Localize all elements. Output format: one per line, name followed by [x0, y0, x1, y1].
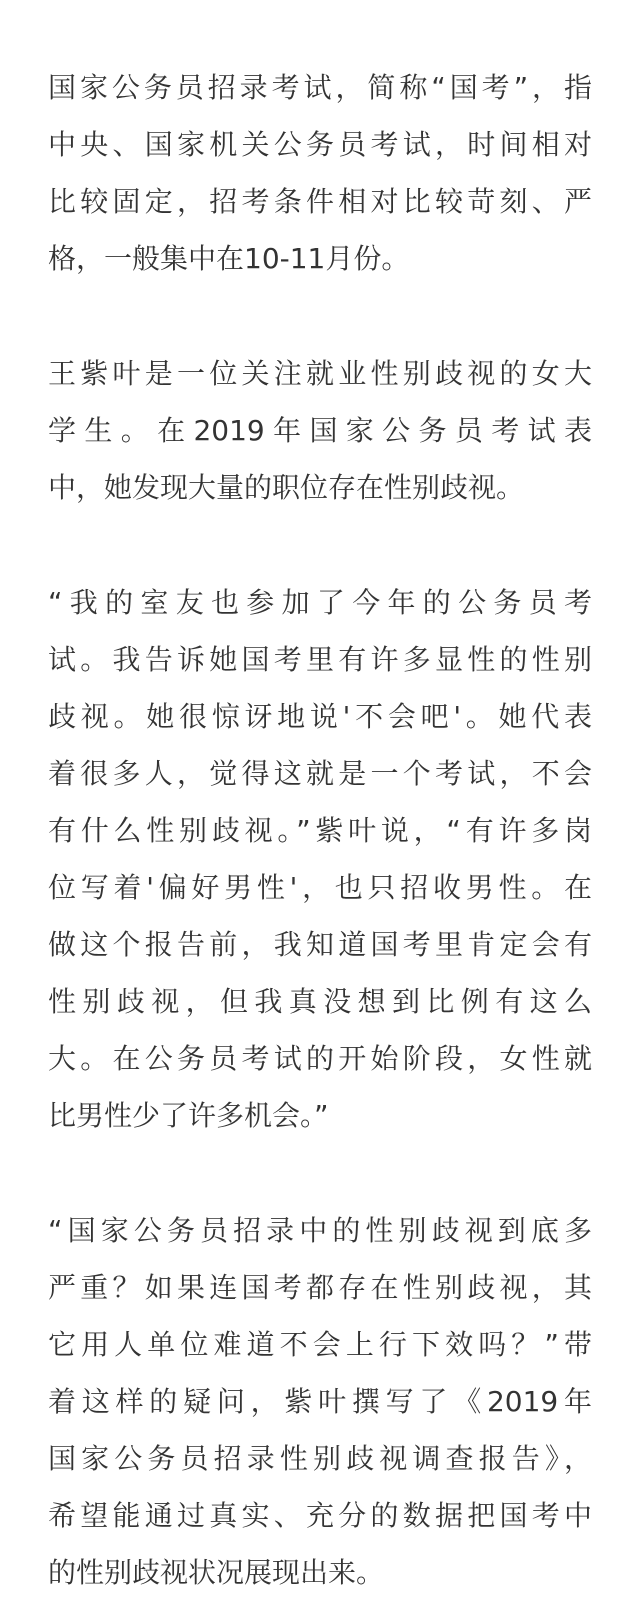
paragraph-spacer [48, 516, 592, 574]
text-line: 着很多人，觉得这就是一个考试，不会 [48, 757, 592, 790]
text-line: 中，她发现大量的职位存在性别歧视。 [48, 471, 525, 504]
paragraph [48, 1202, 592, 1601]
text-line: 歧视。她很惊讶地说'不会吧'。她代表 [48, 700, 592, 733]
paragraph [48, 345, 592, 516]
paragraph-spacer [48, 1144, 592, 1202]
text-line: 中央、国家机关公务员考试，时间相对 [48, 128, 592, 161]
text-line: 着这样的疑问，紫叶撰写了《2019年 [48, 1385, 592, 1418]
text-line: 比较固定，招考条件相对比较苛刻、严 [48, 185, 592, 218]
paragraph-spacer [48, 287, 592, 345]
text-line: 国家公务员招录性别歧视调查报告》， [48, 1442, 592, 1475]
text-line: 性别歧视，但我真没想到比例有这么 [48, 985, 592, 1018]
text-line: “我的室友也参加了今年的公务员考 [48, 586, 592, 619]
text-line: 有什么性别歧视。”紫叶说，“有许多岗 [48, 814, 592, 847]
text-line: 试。我告诉她国考里有许多显性的性别 [48, 643, 592, 676]
text-line: 格，一般集中在10-11月份。 [48, 242, 410, 275]
text-line: 它用人单位难道不会上行下效吗？”带 [48, 1328, 592, 1361]
text-line: 比男性少了许多机会。” [48, 1099, 329, 1132]
text-line: 国家公务员招录考试，简称“国考”，指 [48, 71, 592, 104]
text-line: 严重？如果连国考都存在性别歧视，其 [48, 1271, 592, 1304]
text-line: 学生。在2019年国家公务员考试表 [48, 414, 592, 447]
text-line: 王紫叶是一位关注就业性别歧视的女大 [48, 357, 592, 390]
text-line: 位写着'偏好男性'，也只招收男性。在 [48, 871, 592, 904]
text-line: 做这个报告前，我知道国考里肯定会有 [48, 928, 592, 961]
paragraph [48, 574, 592, 1144]
text-line: “国家公务员招录中的性别歧视到底多 [48, 1214, 592, 1247]
paragraph [48, 59, 592, 287]
text-line: 希望能通过真实、充分的数据把国考中 [48, 1499, 592, 1532]
text-line: 的性别歧视状况展现出来。 [48, 1556, 385, 1589]
text-line: 大。在公务员考试的开始阶段，女性就 [48, 1042, 592, 1075]
